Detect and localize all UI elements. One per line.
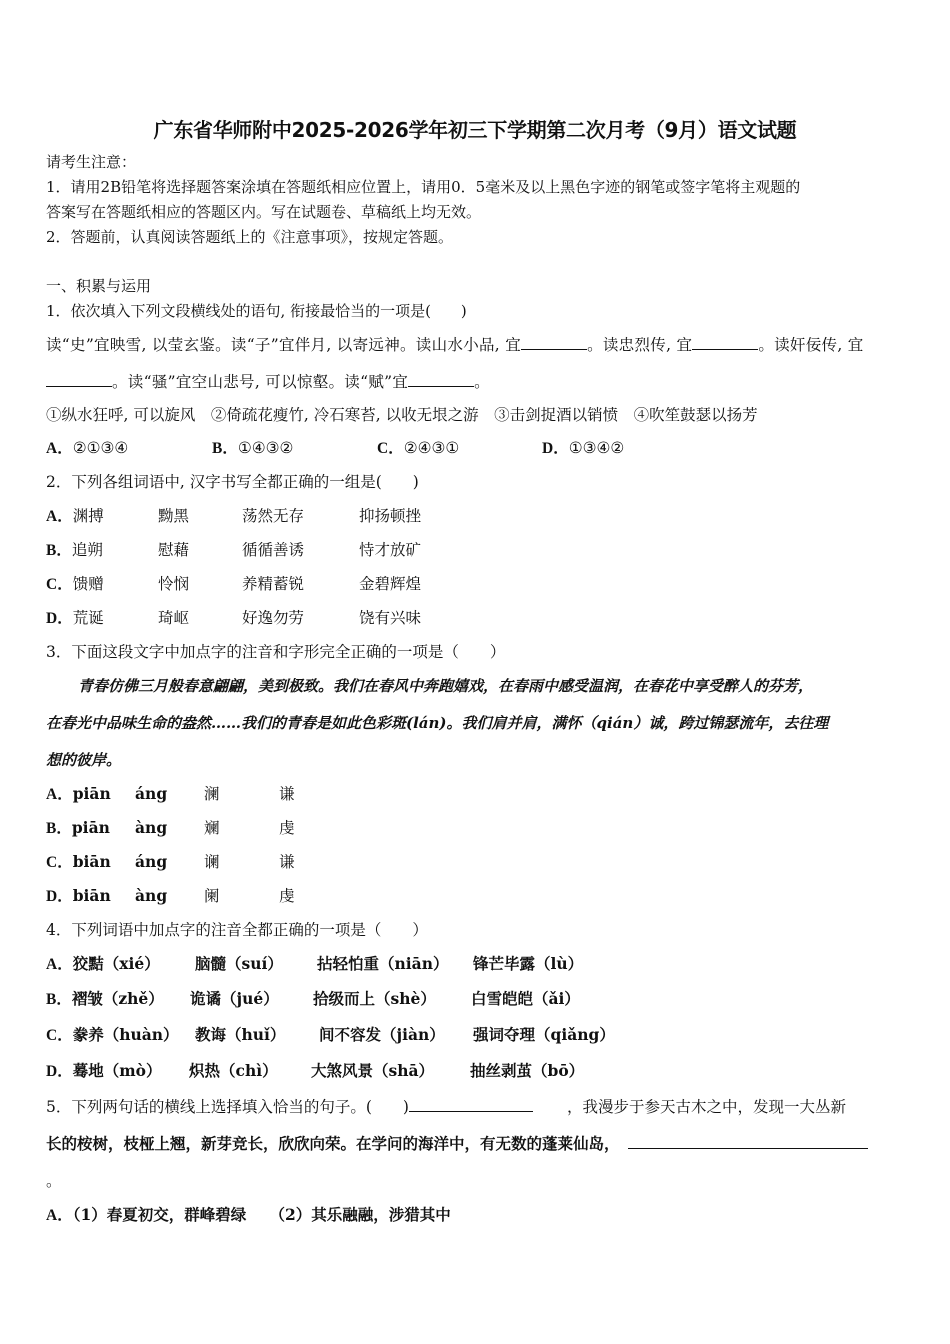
fill-blank — [628, 1134, 868, 1149]
notice-item-1b: 答案写在答题纸相应的答题区内。写在试题卷、草稿纸上均无效。 — [46, 203, 482, 221]
question-5-stem: 5．下列两句话的横线上选择填入恰当的句子。( ) — [46, 1098, 409, 1116]
word: 虔 — [279, 887, 295, 905]
q1-text-part: 读“史”宜映雪, 以莹玄鉴。读“子”宜伴月, 以寄远神。读山水小品, 宜 — [46, 336, 522, 354]
word: 褶皱（zhě） — [71, 989, 164, 1008]
word: 澜 — [204, 785, 220, 803]
q4-option-d[interactable] — [46, 1061, 161, 1082]
question-4-stem: 4．下列词语中加点字的注音全都正确的一项是（ ） — [46, 921, 428, 939]
q4-option-b[interactable] — [46, 989, 164, 1010]
question-1-text-line-1 — [46, 335, 904, 355]
word: piān — [71, 818, 110, 837]
q5-option-a[interactable] — [46, 1205, 451, 1226]
word: 阑 — [204, 887, 220, 905]
option-letter: B． — [46, 820, 72, 837]
word: 狡黠（xié） — [72, 954, 160, 973]
word: 锋芒毕露（lù） — [473, 954, 584, 973]
notice-heading: 请考生注意： — [46, 153, 137, 171]
q1-text-part: 。读忠烈传, 宜 — [587, 336, 693, 354]
word: 虔 — [279, 819, 295, 837]
word: 黝黑 — [158, 507, 190, 525]
word: 教诲（huǐ） — [195, 1025, 286, 1044]
q3-option-d[interactable] — [46, 886, 111, 907]
option-letter: D． — [46, 610, 73, 627]
option-letter: A． — [46, 440, 73, 457]
option-letter: D． — [46, 1063, 73, 1080]
option-letter: A． — [46, 786, 73, 803]
option-letter: C． — [46, 1027, 73, 1044]
q5-text-part: ，我漫步于参天古木之中，发现一大丛新 — [566, 1098, 846, 1116]
q3-passage-line-3: 想的彼岸。 — [46, 751, 122, 769]
word: 恃才放矿 — [359, 541, 422, 559]
notice-item-2: 2．答题前，认真阅读答题纸上的《注意事项》，按规定答题。 — [46, 228, 454, 246]
option-letter: B． — [212, 440, 238, 457]
word: 金碧辉煌 — [359, 575, 422, 593]
word: áng — [135, 784, 168, 803]
word: 斓 — [204, 819, 220, 837]
word: 谰 — [204, 853, 220, 871]
word: 强词夺理（qiǎng） — [473, 1025, 615, 1044]
option-letter: D． — [542, 440, 569, 457]
q2-option-a[interactable] — [46, 506, 104, 527]
word: áng — [135, 852, 168, 871]
q2-option-d[interactable] — [46, 608, 104, 629]
word: 琦岖 — [158, 609, 190, 627]
option-text: ①③④② — [568, 439, 625, 457]
word: 荒诞 — [72, 609, 104, 627]
word: 间不容发（jiàn） — [319, 1025, 445, 1044]
word: 拾级而上（shè） — [313, 989, 436, 1008]
option-letter: C． — [46, 576, 73, 593]
option-text: （1）春夏初交，群峰碧绿 （2）其乐融融，涉猎其中 — [72, 1205, 451, 1224]
q1-text-part: 。读奸佞传, 宜 — [758, 336, 864, 354]
option-text: ②④③① — [403, 439, 460, 457]
word: 大煞风景（shā） — [311, 1061, 435, 1080]
word: 抑扬顿挫 — [359, 507, 422, 525]
notice-item-1a: 1．请用2B铅笔将选择题答案涂填在答题纸相应位置上，请用0．5毫米及以上黑色字迹的钢笔或签字笔将主观题的 — [46, 178, 801, 196]
question-1-choices: ①纵水狂呼, 可以旋风 ②倚疏花瘦竹, 冷石寒苔, 以收无垠之游 ③击剑捉酒以销愤 ④吹笙鼓瑟以扬芳 — [46, 406, 758, 424]
option-text: ②①③④ — [72, 439, 129, 457]
option-letter: A． — [46, 956, 73, 973]
q1-option-b[interactable] — [212, 438, 293, 459]
word: 脑髓（suí） — [195, 954, 283, 973]
option-letter: D． — [46, 888, 73, 905]
q3-passage-line-2: 在春光中品味生命的盎然……我们的青春是如此色彩斑(lán)。我们肩并肩，满怀（qián）诚，跨过锦瑟流年，去往理 — [46, 714, 829, 732]
word: 馈赠 — [72, 575, 104, 593]
word: 拈轻怕重（niān） — [317, 954, 449, 973]
word: 好逸勿劳 — [242, 609, 305, 627]
q4-option-a[interactable] — [46, 954, 160, 975]
q3-passage-line-1: 青春仿佛三月般春意翩翩，美到极致。我们在春风中奔跑嬉戏，在春雨中感受温润，在春花中享受醉人的芬芳， — [78, 677, 814, 695]
q1-text-part: 。读“骚”宜空山悲号, 可以惊壑。读“赋”宜 — [112, 373, 409, 391]
word: 怜悯 — [158, 575, 190, 593]
q5-text-part: 长的桉树，枝桠上翘，新芽竞长，欣欣向荣。在学问的海洋中，有无数的蓬莱仙岛， — [46, 1134, 620, 1153]
section-heading: 一、积累与运用 — [46, 277, 152, 295]
question-2-stem: 2．下列各组词语中, 汉字书写全都正确的一组是( ) — [46, 473, 419, 491]
fill-blank — [692, 335, 758, 350]
word: 渊搏 — [72, 507, 104, 525]
q1-option-a[interactable] — [46, 438, 128, 459]
word: 谦 — [279, 785, 295, 803]
exam-title: 广东省华师附中2025-2026学年初三下学期第二次月考（9月）语文试题 — [153, 118, 797, 142]
word: biān — [72, 852, 111, 871]
word: 豢养（huàn） — [72, 1025, 179, 1044]
word: biān — [72, 886, 111, 905]
q1-option-c[interactable] — [377, 438, 459, 459]
option-letter: C． — [377, 440, 404, 457]
word: 荡然无存 — [242, 507, 305, 525]
q1-text-part: 。 — [474, 373, 490, 391]
q1-option-d[interactable] — [542, 438, 624, 459]
word: 追朔 — [71, 541, 103, 559]
q3-option-a[interactable] — [46, 784, 111, 805]
question-1-text-line-2 — [46, 372, 904, 392]
word: piān — [72, 784, 111, 803]
option-letter: A． — [46, 508, 73, 525]
question-5-line-1 — [46, 1097, 904, 1117]
fill-blank — [46, 372, 112, 387]
word: 抽丝剥茧（bō） — [470, 1061, 585, 1080]
option-letter: C． — [46, 854, 73, 871]
option-text: ①④③② — [237, 439, 294, 457]
word: 饶有兴味 — [359, 609, 422, 627]
fill-blank — [409, 1097, 533, 1112]
q2-option-c[interactable] — [46, 574, 104, 595]
word: 慰藉 — [158, 541, 190, 559]
word: 诡谲（jué） — [190, 989, 279, 1008]
option-letter: A． — [46, 1207, 73, 1224]
word: àng — [135, 886, 168, 905]
word: 谦 — [279, 853, 295, 871]
word: 循循善诱 — [242, 541, 305, 559]
fill-blank — [408, 372, 474, 387]
q2-option-b[interactable] — [46, 540, 103, 561]
fill-blank — [521, 335, 587, 350]
word: 炽热（chì） — [189, 1061, 278, 1080]
option-letter: B． — [46, 991, 72, 1008]
question-5-line-2 — [46, 1134, 904, 1154]
word: 白雪皑皑（ǎi） — [471, 989, 580, 1008]
question-3-stem: 3．下面这段文字中加点字的注音和字形完全正确的一项是（ ） — [46, 643, 506, 661]
word: 蓦地（mò） — [72, 1061, 162, 1080]
q3-option-b[interactable] — [46, 818, 110, 839]
question-1-stem: 1．依次填入下列文段横线处的语句, 衔接最恰当的一项是( ) — [46, 302, 467, 320]
word: 养精蓄锐 — [242, 575, 305, 593]
q4-option-c[interactable] — [46, 1025, 179, 1046]
option-letter: B． — [46, 542, 72, 559]
q3-option-c[interactable] — [46, 852, 111, 873]
word: àng — [135, 818, 168, 837]
q5-text-end: 。 — [46, 1172, 62, 1190]
